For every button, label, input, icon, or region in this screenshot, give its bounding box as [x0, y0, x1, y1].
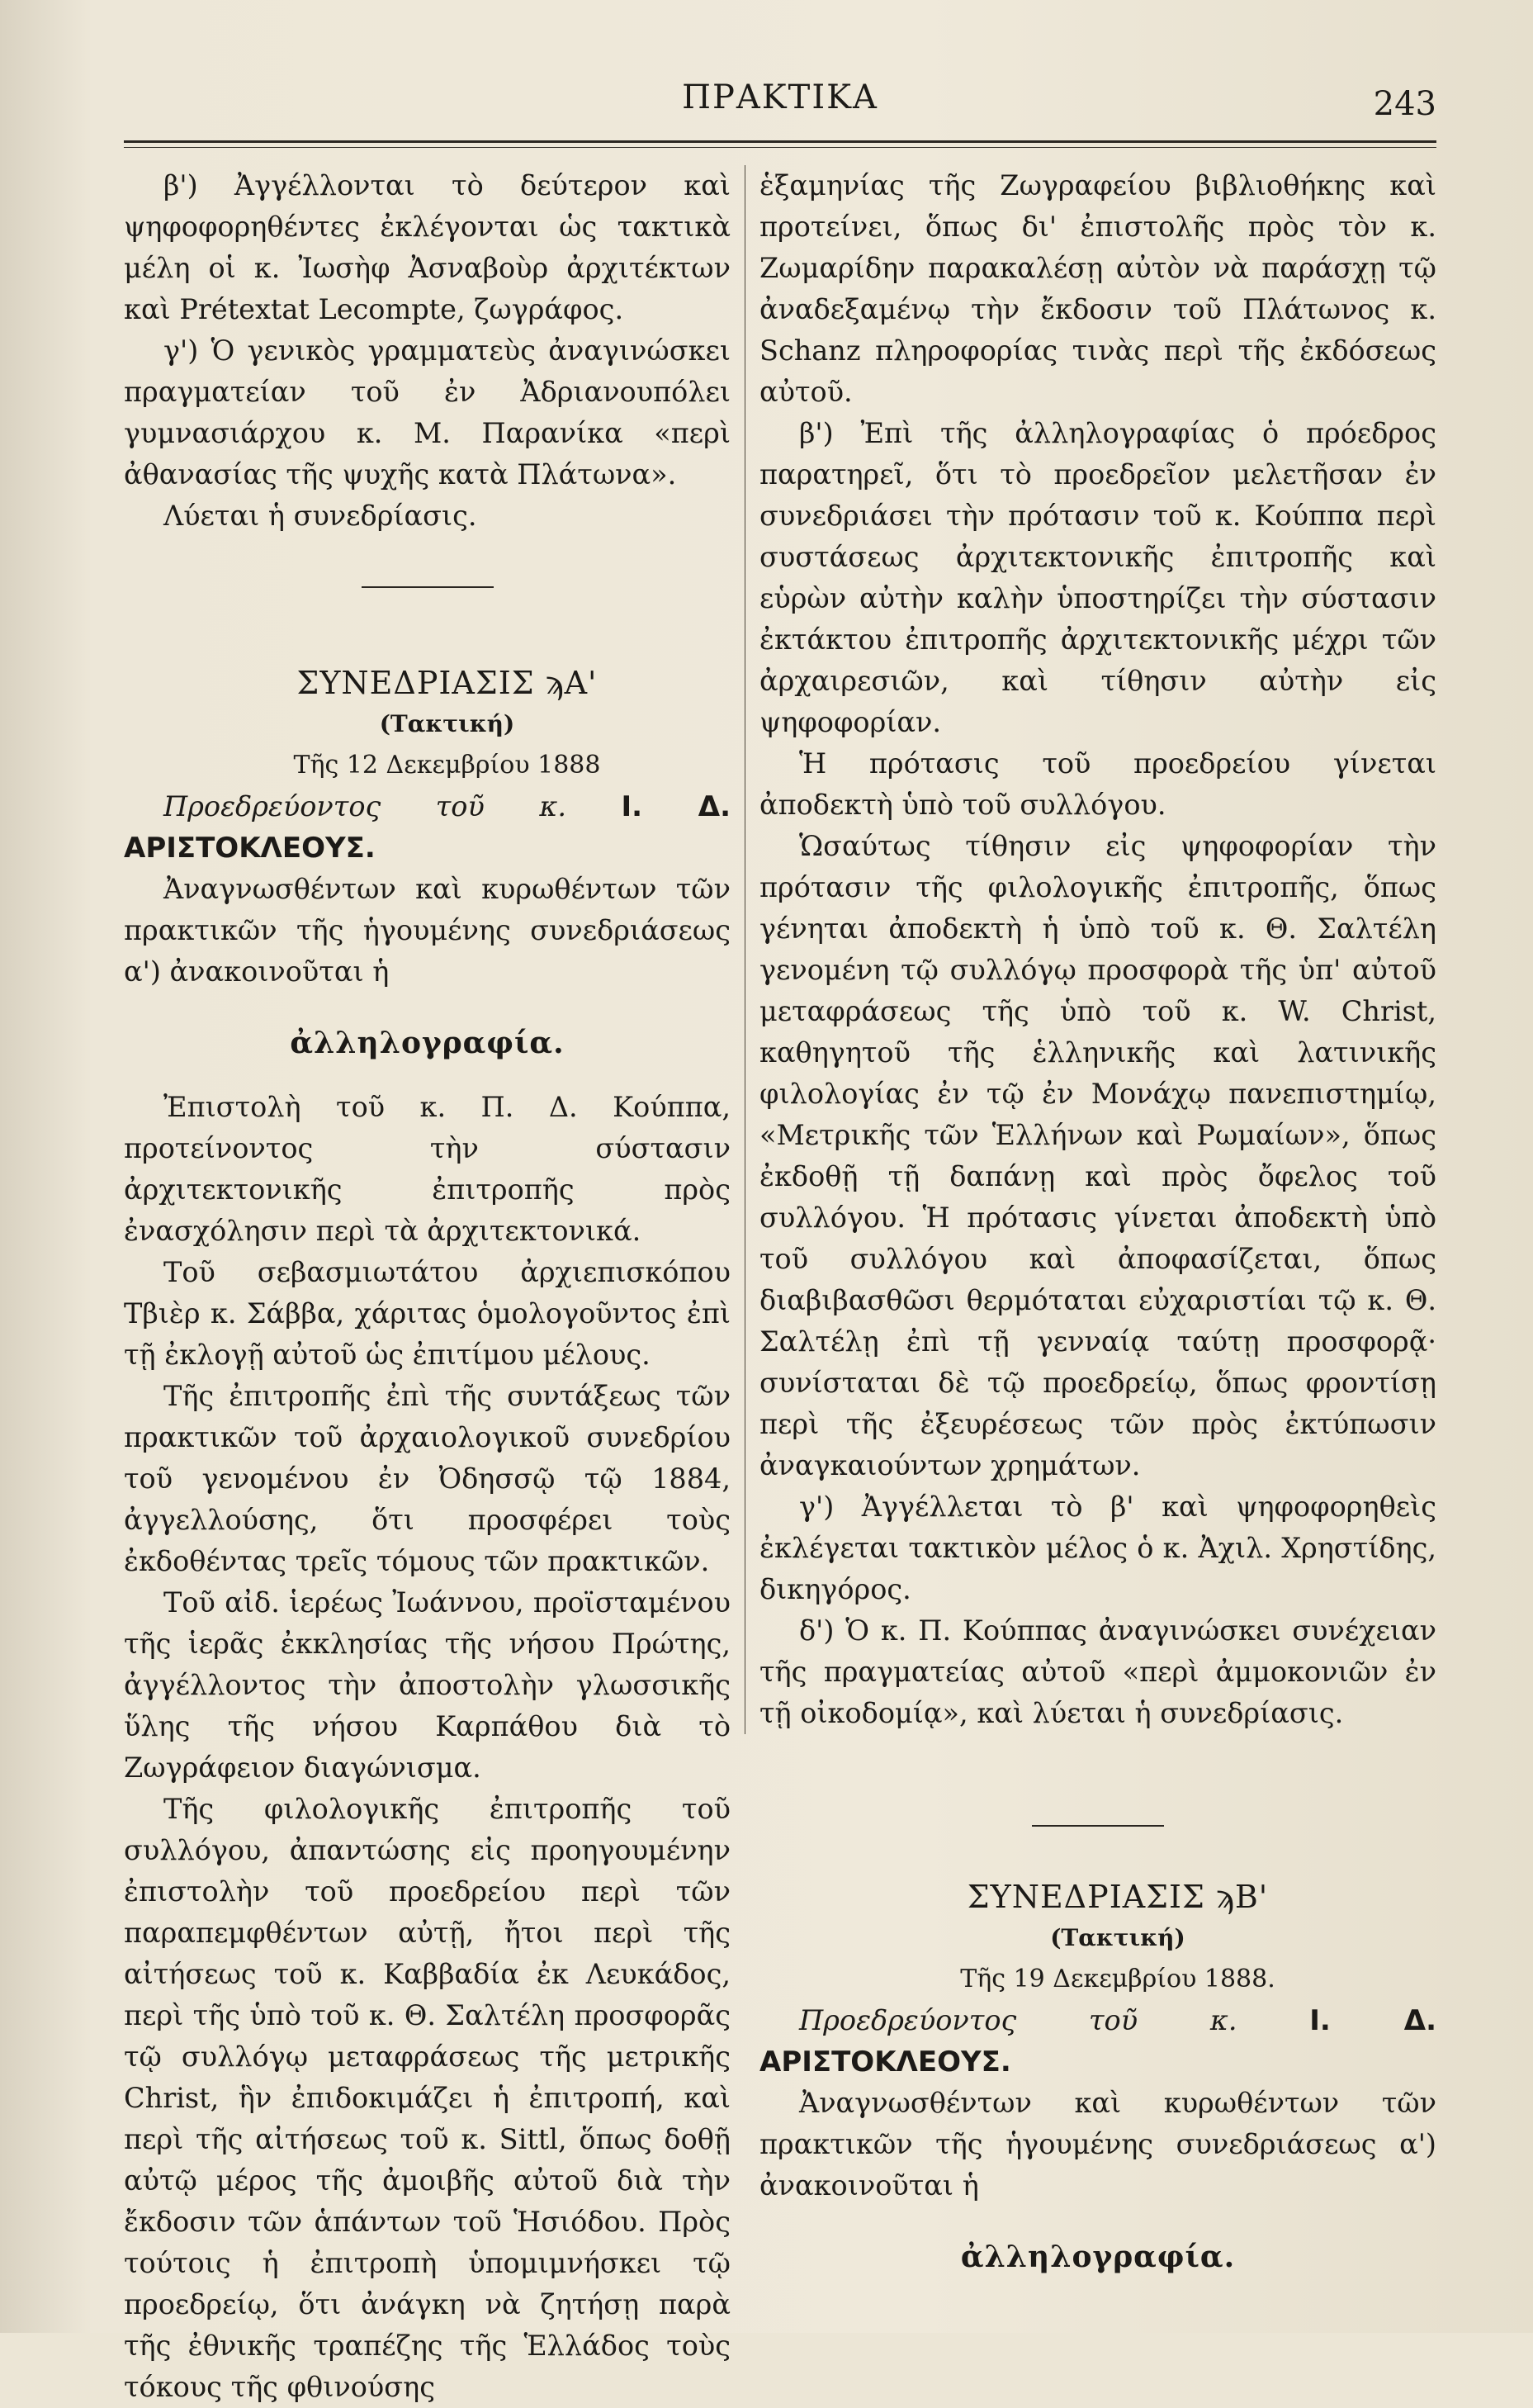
- session-type: (Τακτική): [1050, 1924, 1185, 1951]
- paragraph: ἑξαμηνίας τῆς Ζωγραφείου βιβλιοθήκης καὶ προτείνει, ὅπως δι' ἐπιστολῆς πρὸς τὸν κ. Ζωμαρίδην παρακαλέσῃ αὐτὸν νὰ παράσχῃ τῷ ἀναδεξαμένῳ τὴν ἔκδοσιν τοῦ Πλάτωνος κ. Schanz πληροφορίας τινὰς περὶ τῆς ἐκδόσεως αὐτοῦ.: [759, 169, 1436, 408]
- presiding-line: [759, 2000, 1436, 2083]
- paragraph: Ἡ πρότασις τοῦ προεδρείου γίνεται ἀποδεκτὴ ὑπὸ τοῦ συλλόγου.: [759, 747, 1436, 821]
- presiding-prefix: Προεδρεύοντος τοῦ κ.: [163, 790, 566, 822]
- presiding-prefix: Προεδρεύοντος τοῦ κ.: [799, 2004, 1237, 2036]
- section-heading: ἀλληλογραφία.: [290, 1026, 565, 1060]
- paragraph: Ἀναγνωσθέντων καὶ κυρωθέντων τῶν πρακτικῶν τῆς ἡγουμένης συνεδριάσεως α') ἀνακοινοῦται ἡ: [759, 2087, 1436, 2202]
- header-rule-thin: [124, 147, 1436, 148]
- header-rule: [124, 140, 1436, 143]
- session-date: Τῆς 12 Δεκεμβρίου 1888: [293, 751, 601, 780]
- session-type: (Τακτική): [379, 710, 515, 737]
- page-header: [124, 78, 1436, 128]
- paragraph: Τοῦ σεβασμιωτάτου ἀρχιεπισκόπου Τβιὲρ κ. Σάββα, χάριτας ὁμολογοῦντος ἐπὶ τῇ ἐκλογῇ αὐτοῦ ὡς ἐπιτίμου μέλους.: [124, 1256, 731, 1371]
- section-heading: ἀλληλογραφία.: [960, 2240, 1236, 2274]
- page-number: 243: [1373, 85, 1436, 123]
- presiding-name: Ι. Δ. ΑΡΙΣΤΟΚΛΕΟΥΣ.: [124, 790, 731, 865]
- running-title: ΠΡΑΚΤΙΚΑ: [682, 78, 878, 116]
- paragraph: β') Ἀγγέλλονται τὸ δεύτερον καὶ ψηφοφορηθέντες ἐκλέγονται ὡς τακτικὰ μέλη οἱ κ. Ἰωσὴφ Ἀσναβοὺρ ἀρχιτέκτων καὶ Prétextat Lecompte, ζωγράφος.: [124, 169, 731, 325]
- presiding-name: Ι. Δ. ΑΡΙΣΤΟΚΛΕΟΥΣ.: [759, 2004, 1436, 2079]
- paragraph: γ') Ἀγγέλλεται τὸ β' καὶ ψηφοφορηθεὶς ἐκλέγεται τακτικὸν μέλος ὁ κ. Ἀχιλ. Χρηστίδης, δικηγόρος.: [759, 1491, 1436, 1605]
- session-date: Τῆς 19 Δεκεμβρίου 1888.: [960, 1965, 1275, 1993]
- paragraph: Ὡσαύτως τίθησιν εἰς ψηφοφορίαν τὴν πρότασιν τῆς φιλολογικῆς ἐπιτροπῆς, ὅπως γένηται ἀποδεκτὴ ἡ ὑπὸ τοῦ κ. Θ. Σαλτέλη γενομένη τῷ συλλόγῳ προσφορὰ τῆς ὑπ' αὐτοῦ μεταφράσεως τῆς ὑπὸ τοῦ κ. W. Christ, καθηγητοῦ τῆς ἑλληνικῆς καὶ λατινικῆς φιλολογίας ἐν τῷ ἐν Μονάχῳ πανεπιστημίῳ, «Μετρικῆς τῶν Ἑλλήνων καὶ Ρωμαίων», ὅπως ἐκδοθῇ τῇ δαπάνῃ καὶ πρὸς ὄφελος τοῦ συλλόγου. Ἡ πρότασις γίνεται ἀποδεκτὴ ὑπὸ τοῦ συλλόγου καὶ ἀποφασίζεται, ὅπως διαβιβασθῶσι θερμόταται εὐχαριστίαι τῷ κ. Θ. Σαλτέλῃ ἐπὶ τῇ γενναίᾳ ταύτῃ προσφορᾷ· συνίσταται δὲ τῷ προεδρείῳ, ὅπως φροντίσῃ περὶ τῆς ἐξευρέσεως τῶν πρὸς ἐκτύπωσιν ἀναγκαιούντων χρημάτων.: [759, 830, 1436, 1481]
- paragraph: Τῆς φιλολογικῆς ἐπιτροπῆς τοῦ συλλόγου, ἀπαντώσης εἰς προηγουμένην ἐπιστολὴν τοῦ προεδρείου περὶ τῶν παραπεμφθέντων αὐτῇ, ἤτοι περὶ τῆς αἰτήσεως τοῦ κ. Καββαδία ἐκ Λευκάδος, περὶ τῆς ὑπὸ τοῦ κ. Θ. Σαλτέλη προσφορᾶς τῷ συλλόγῳ μεταφράσεως τῆς μετρικῆς Christ, ἣν ἐπιδοκιμάζει ἡ ἐπιτροπή, καὶ περὶ τῆς αἰτήσεως τοῦ κ. Sittl, ὅπως δοθῇ αὐτῷ μέρος τῆς ἀμοιβῆς αὐτοῦ διὰ τὴν ἔκδοσιν τῶν ἁπάντων τοῦ Ἡσιόδου. Πρὸς τούτοις ἡ ἐπιτροπὴ ὑπομιμνήσκει τῷ προεδρείῳ, ὅτι ἀνάγκη νὰ ζητήσῃ παρὰ τῆς ἐθνικῆς τραπέζης τῆς Ἑλλάδος τοὺς τόκους τῆς φθινούσης: [124, 1793, 731, 2403]
- spacer: [759, 1734, 1436, 1825]
- paragraph: β') Ἐπὶ τῆς ἀλληλογραφίας ὁ πρόεδρος παρατηρεῖ, ὅτι τὸ προεδρεῖον μελετῆσαν ἐν συνεδριάσει τὴν πρότασιν τοῦ κ. Κούππα περὶ συστάσεως ἀρχιτεκτονικῆς ἐπιτροπῆς καὶ εὑρὼν αὐτὴν καλὴν ὑποστηρίζει τὴν σύστασιν ἐκτάκτου ἐπιτροπῆς ἀρχιτεκτονικῆς μέχρι τῶν ἀρχαιρεσιῶν, καὶ τίθησιν αὐτὴν εἰς ψηφοφορίαν.: [759, 417, 1436, 738]
- paragraph: Λύεται ἡ συνεδρίασις.: [163, 500, 477, 532]
- paragraph: Τῆς ἐπιτροπῆς ἐπὶ τῆς συντάξεως τῶν πρακτικῶν τοῦ ἀρχαιολογικοῦ συνεδρίου τοῦ γενομένου ἐν Ὀδησσῷ τῷ 1884, ἀγγελλούσης, ὅτι προσφέρει τοὺς ἐκδοθέντας τρεῖς τόμους τῶν πρακτικῶν.: [124, 1380, 731, 1577]
- session-title: ΣΥΝΕΔΡΙΑΣΙΣ ϡΒ': [967, 1879, 1269, 1915]
- paragraph: Ἀναγνωσθέντων καὶ κυρωθέντων τῶν πρακτικῶν τῆς ἡγουμένης συνεδριάσεως α') ἀνακοινοῦται ἡ: [124, 873, 731, 988]
- paragraph: δ') Ὁ κ. Π. Κούππας ἀναγινώσκει συνέχειαν τῆς πραγματείας αὐτοῦ «περὶ ἀμμοκονιῶν ἐν τῇ οἰκοδομίᾳ», καὶ λύεται ἡ συνεδρίασις.: [759, 1614, 1436, 1729]
- session-title: ΣΥΝΕΔΡΙΑΣΙΣ ϡΑ': [296, 665, 598, 701]
- paragraph: Ἐπιστολὴ τοῦ κ. Π. Δ. Κούππα, προτείνοντος τὴν σύστασιν ἀρχιτεκτονικῆς ἐπιτροπῆς πρὸς ἐνασχόλησιν περὶ τὰ ἀρχιτεκτονικά.: [124, 1091, 731, 1247]
- section-divider: [1032, 1825, 1164, 1827]
- section-divider: [362, 586, 494, 588]
- left-column: [124, 165, 731, 2408]
- presiding-line: [124, 786, 731, 869]
- right-column: [759, 165, 1436, 2301]
- paragraph: γ') Ὁ γενικὸς γραμματεὺς ἀναγινώσκει πραγματείαν τοῦ ἐν Ἀδριανουπόλει γυμνασιάρχου κ. Μ. Παρανίκα «περὶ ἀθανασίας τῆς ψυχῆς κατὰ Πλάτωνα».: [124, 334, 731, 491]
- paragraph: Τοῦ αἰδ. ἱερέως Ἰωάννου, προϊσταμένου τῆς ἱερᾶς ἐκκλησίας τῆς νήσου Πρώτης, ἀγγέλλοντος τὴν ἀποστολὴν γλωσσικῆς ὕλης τῆς νήσου Καρπάθου διὰ τὸ Ζωγράφειον διαγώνισμα.: [124, 1586, 731, 1784]
